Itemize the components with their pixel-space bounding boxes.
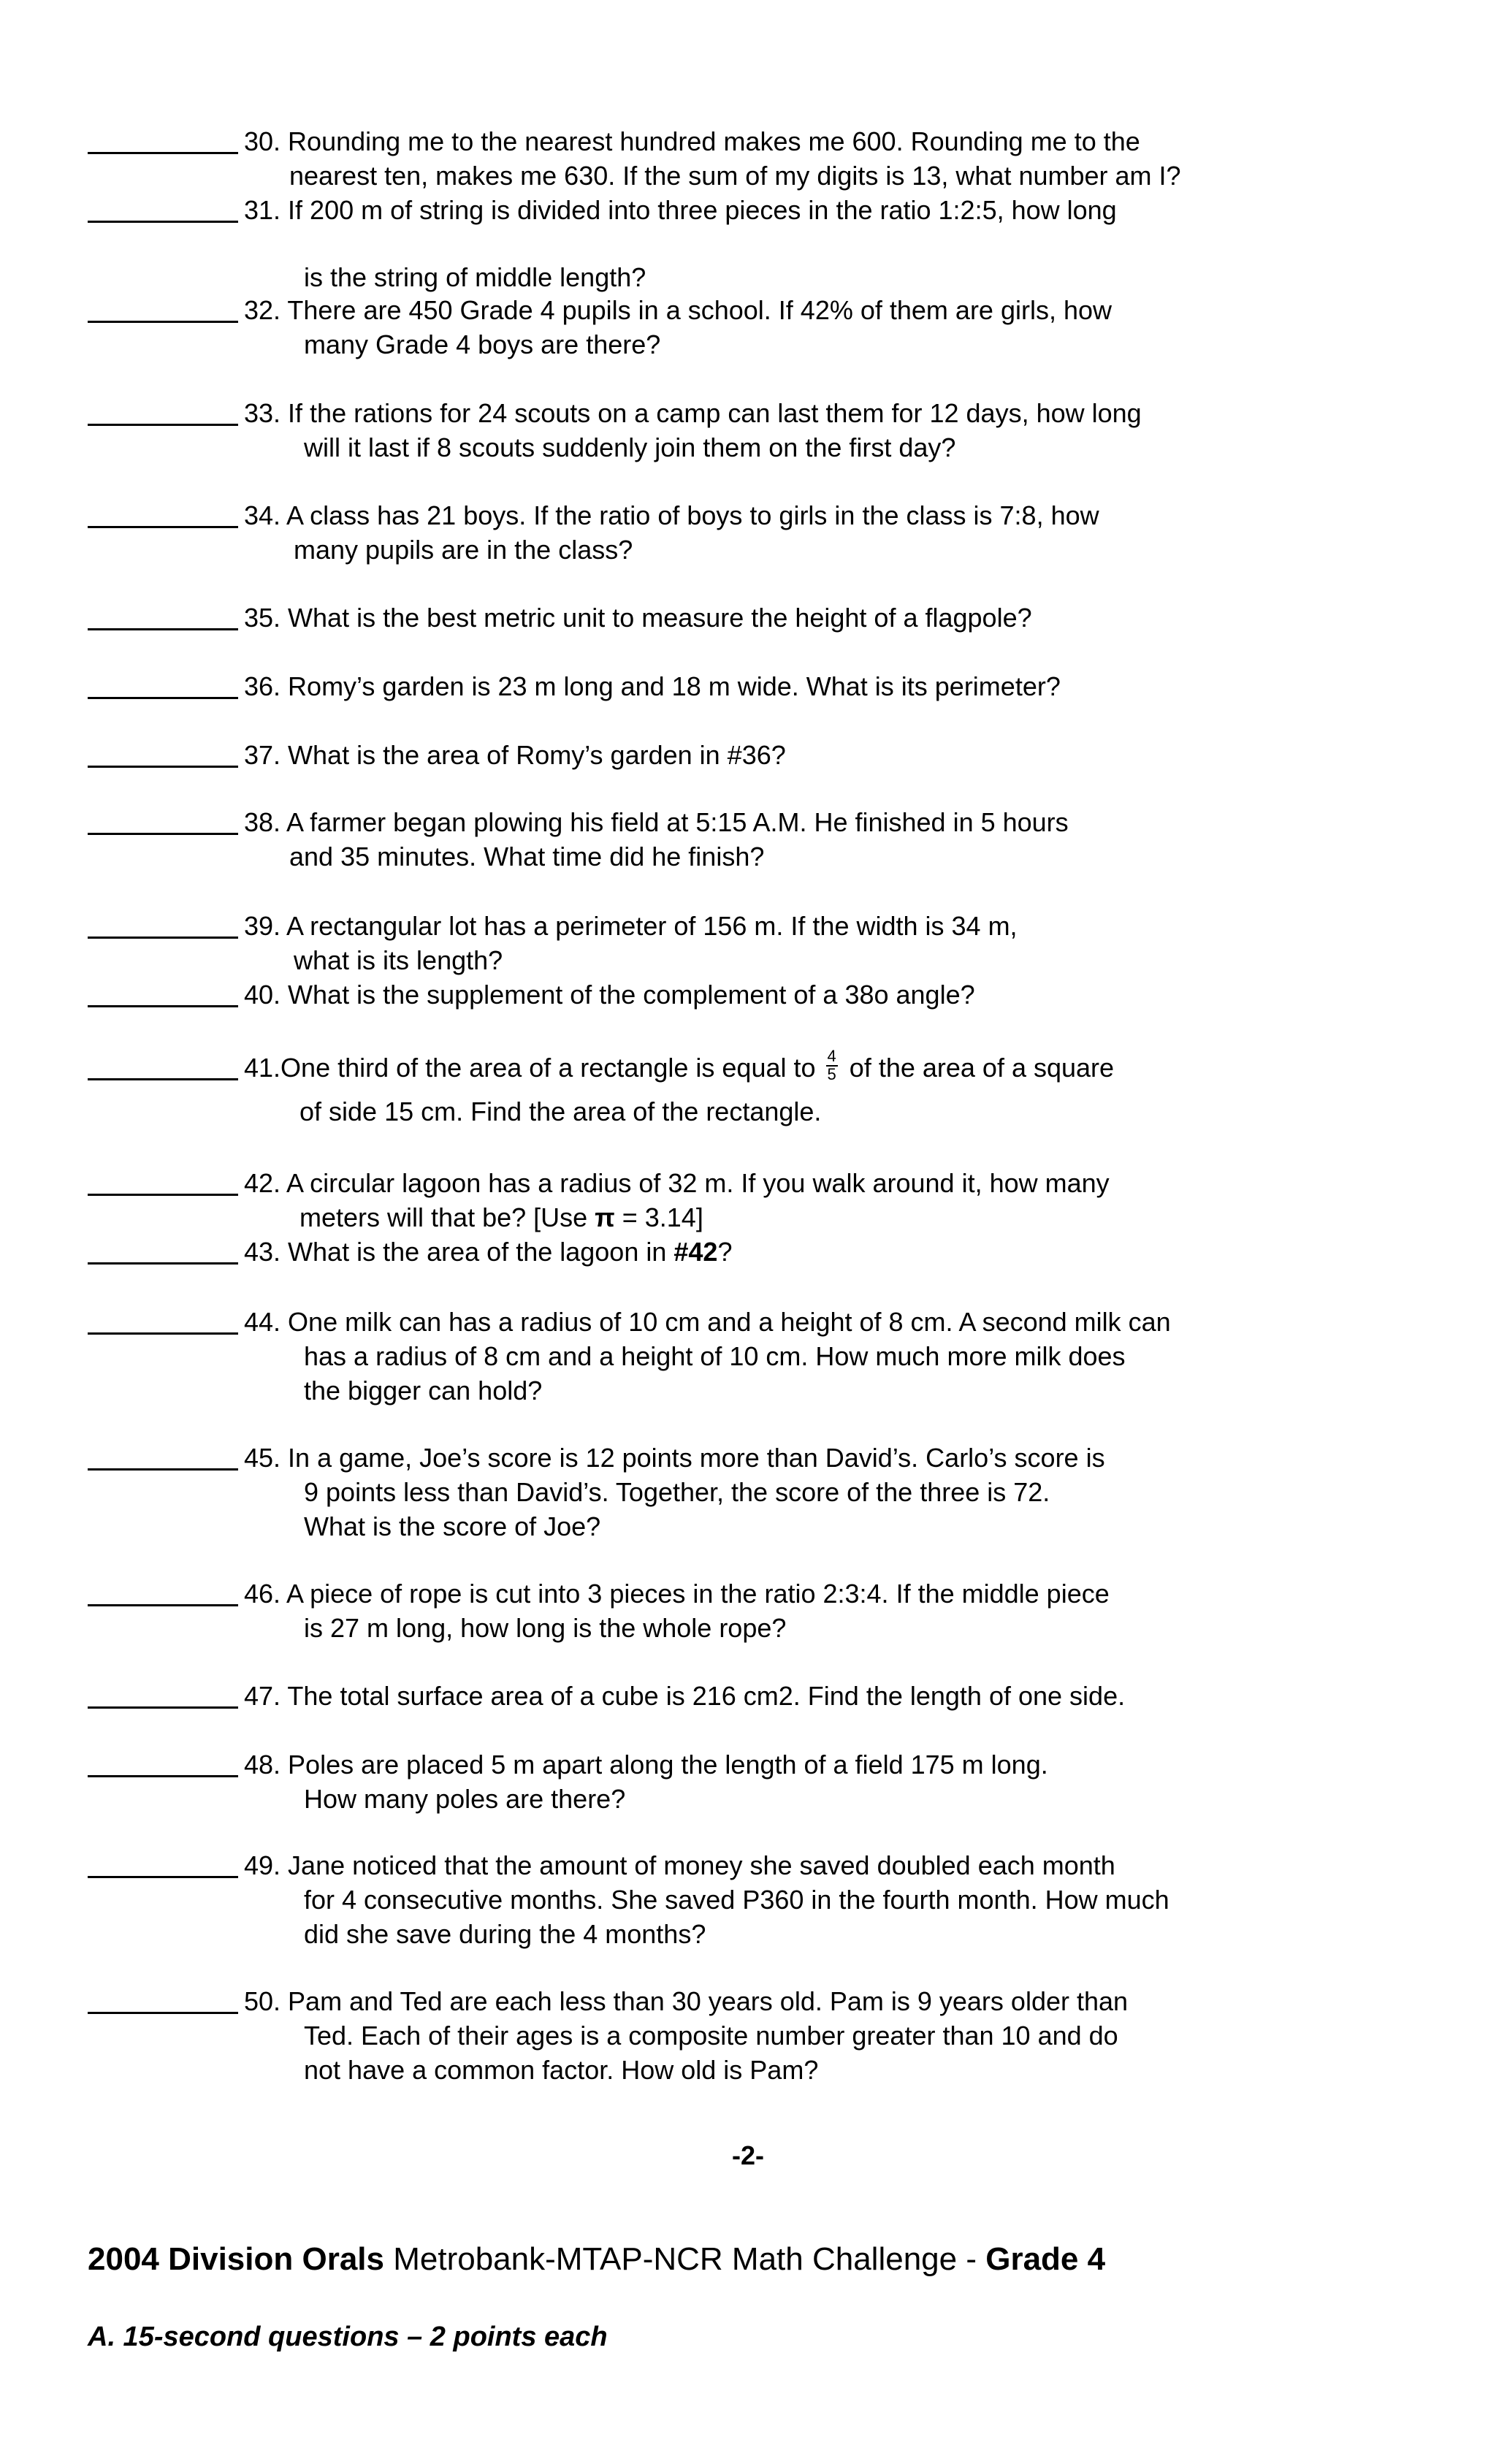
answer-blank[interactable] — [88, 221, 238, 223]
title-competition: Metrobank-MTAP-NCR Math Challenge - — [384, 2241, 986, 2277]
answer-blank[interactable] — [88, 1078, 238, 1080]
answer-blank[interactable] — [88, 1332, 238, 1335]
answer-blank[interactable] — [88, 833, 238, 835]
question-continuation: 9 points less than David’s. Together, the score of the three is 72. — [304, 1477, 1050, 1507]
answer-blank[interactable] — [88, 2012, 238, 2014]
question-text: 31. If 200 m of string is divided into three pieces in the ratio 1:2:5, how long — [244, 195, 1117, 225]
question-text: 48. Poles are placed 5 m apart along the length of a field 175 m long. — [244, 1750, 1048, 1780]
answer-blank[interactable] — [88, 1706, 238, 1709]
question-continuation: is 27 m long, how long is the whole rope? — [304, 1613, 787, 1643]
title-event: 2004 Division Orals — [88, 2241, 384, 2277]
fraction-denominator: 5 — [827, 1064, 836, 1083]
question-continuation: many Grade 4 boys are there? — [304, 329, 661, 359]
page-number: -2- — [732, 2140, 764, 2170]
question-continuation: has a radius of 8 cm and a height of 10 cm. How much more milk does — [304, 1341, 1126, 1371]
question-continuation: for 4 consecutive months. She saved P360 in the fourth month. How much — [304, 1885, 1169, 1915]
continuation-after: = 3.14] — [614, 1202, 703, 1232]
answer-blank[interactable] — [88, 697, 238, 699]
section-title — [88, 2241, 1105, 2278]
question-text: 39. A rectangular lot has a perimeter of 156 m. If the width is 34 m, — [244, 911, 1018, 941]
question-continuation: not have a common factor. How old is Pam? — [304, 2055, 819, 2085]
answer-blank[interactable] — [88, 1194, 238, 1196]
question-text — [244, 1046, 1115, 1087]
answer-blank[interactable] — [88, 1876, 238, 1878]
question-text: 49. Jane noticed that the amount of money she saved doubled each month — [244, 1850, 1115, 1880]
question-continuation: What is the score of Joe? — [304, 1511, 601, 1541]
answer-blank[interactable] — [88, 1468, 238, 1471]
question-continuation: of side 15 cm. Find the area of the rectangle. — [299, 1096, 822, 1126]
question-continuation: will it last if 8 scouts suddenly join them on the first day? — [304, 432, 956, 462]
question-text: 35. What is the best metric unit to measure the height of a flagpole? — [244, 603, 1032, 633]
question-continuation: the bigger can hold? — [304, 1376, 543, 1405]
answer-blank[interactable] — [88, 1005, 238, 1007]
question-continuation: what is its length? — [294, 945, 503, 975]
question-text-before: 43. What is the area of the lagoon in — [244, 1237, 674, 1267]
question-text: 46. A piece of rope is cut into 3 pieces in the ratio 2:3:4. If the middle piece — [244, 1579, 1110, 1609]
question-text: 40. What is the supplement of the complement of a 38o angle? — [244, 980, 975, 1010]
question-continuation: did she save during the 4 months? — [304, 1919, 706, 1949]
question-text: 50. Pam and Ted are each less than 30 years old. Pam is 9 years older than — [244, 1986, 1129, 2016]
question-continuation: Ted. Each of their ages is a composite number greater than 10 and do — [304, 2021, 1118, 2051]
question-text: 44. One milk can has a radius of 10 cm and a height of 8 cm. A second milk can — [244, 1307, 1171, 1337]
pi-symbol: π — [595, 1202, 615, 1232]
question-text: 45. In a game, Joe’s score is 12 points more than David’s. Carlo’s score is — [244, 1443, 1105, 1473]
answer-blank[interactable] — [88, 766, 238, 768]
section-subtitle: A. 15-second questions – 2 points each — [88, 2322, 608, 2352]
answer-blank[interactable] — [88, 937, 238, 939]
question-text: 33. If the rations for 24 scouts on a camp can last them for 12 days, how long — [244, 398, 1142, 428]
answer-blank[interactable] — [88, 1262, 238, 1265]
question-text: 47. The total surface area of a cube is 216 cm2. Find the length of one side. — [244, 1681, 1126, 1711]
question-text-before: 41.One third of the area of a rectangle is equal to — [244, 1053, 816, 1083]
question-reference: #42 — [673, 1237, 718, 1267]
question-continuation: nearest ten, makes me 630. If the sum of my digits is 13, what number am I? — [289, 161, 1181, 191]
answer-blank[interactable] — [88, 424, 238, 426]
question-text-after: ? — [717, 1237, 733, 1267]
question-text: 30. Rounding me to the nearest hundred makes me 600. Rounding me to the — [244, 126, 1140, 156]
question-text: 38. A farmer began plowing his field at 5:15 A.M. He finished in 5 hours — [244, 807, 1069, 837]
answer-blank[interactable] — [88, 152, 238, 154]
question-text: 37. What is the area of Romy’s garden in #36? — [244, 740, 786, 770]
question-text-after: of the area of a square — [849, 1053, 1115, 1083]
answer-blank[interactable] — [88, 1775, 238, 1777]
fraction — [826, 1048, 838, 1083]
title-grade: Grade 4 — [985, 2241, 1106, 2277]
question-continuation: many pupils are in the class? — [294, 535, 633, 565]
question-text: 34. A class has 21 boys. If the ratio of boys to girls in the class is 7:8, how — [244, 500, 1099, 530]
question-continuation — [299, 1200, 703, 1235]
fraction-numerator: 4 — [827, 1046, 836, 1065]
answer-blank[interactable] — [88, 321, 238, 323]
question-text: 42. A circular lagoon has a radius of 32 m. If you walk around it, how many — [244, 1168, 1110, 1198]
answer-blank[interactable] — [88, 1604, 238, 1606]
answer-blank[interactable] — [88, 526, 238, 528]
question-text: 32. There are 450 Grade 4 pupils in a school. If 42% of them are girls, how — [244, 295, 1112, 325]
question-continuation: and 35 minutes. What time did he finish? — [289, 842, 765, 871]
question-text — [244, 1235, 732, 1269]
question-text: 36. Romy’s garden is 23 m long and 18 m wide. What is its perimeter? — [244, 671, 1061, 701]
answer-blank[interactable] — [88, 628, 238, 630]
question-continuation: is the string of middle length? — [304, 262, 646, 292]
continuation-before: meters will that be? [Use — [299, 1202, 595, 1232]
question-continuation: How many poles are there? — [304, 1784, 626, 1814]
